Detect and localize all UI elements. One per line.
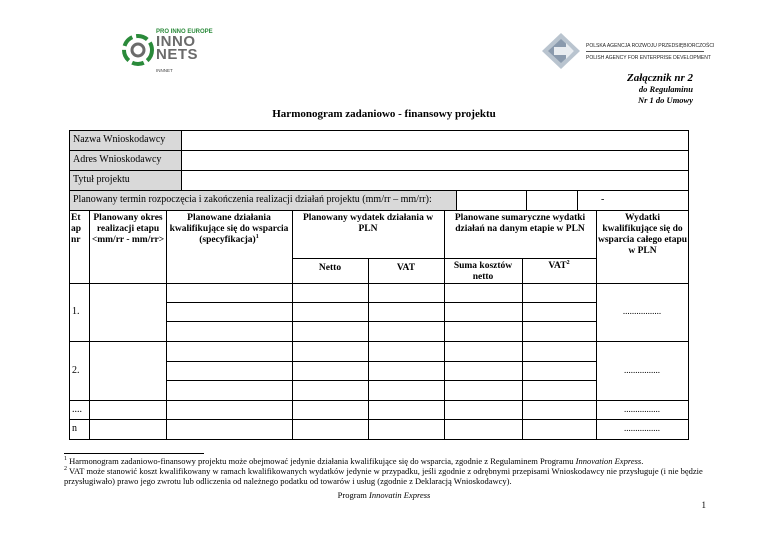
attachment-title: Załącznik nr 2	[626, 72, 693, 84]
header-expense: Planowany wydatek działania w PLN	[302, 213, 434, 234]
inno-nets-logo	[122, 30, 212, 76]
row-3-label: ....	[72, 404, 82, 415]
header-cost-sum: Suma kosztów netto	[453, 261, 513, 282]
header-period: Planowany okres realizacji etapu <mm/rr - mm/rr>	[91, 213, 165, 245]
parp-logo	[540, 31, 715, 71]
footnote-1: $^1$ Harmonogram zadaniowo-finansowy projektu może obejmować jedynie działania kwalifikujące się do wsparcia, zgodnie z Regulaminem Programu Innovation Express.	[64, 456, 644, 466]
row-2-eligible: ................	[624, 365, 660, 375]
logo-text-top: PRO INNO EUROPE	[156, 29, 213, 35]
attachment-label	[627, 72, 693, 106]
logo-text-main: INNO NETS	[156, 33, 199, 63]
schedule-table	[69, 130, 689, 440]
row-3-eligible: ................	[624, 404, 660, 414]
project-title-label: Tytuł projektu	[73, 174, 130, 185]
header-vat2: VAT$^2$	[548, 259, 570, 271]
project-term-label: Planowany termin rozpoczęcia i zakończenia realizacji działań projektu (mm/rr – mm/rr):	[73, 194, 432, 205]
row-4-eligible: ................	[624, 423, 660, 433]
agency-name-en: POLISH AGENCY FOR ENTERPRISE DEVELOPMENT	[586, 55, 711, 61]
attachment-line3: Nr 1 do Umowy	[637, 95, 693, 105]
footnote-2: $^2$ VAT może stanowić koszt kwalifikowany w ramach kwalifikowanych wydatków jedynie w przypadku, jeśli zgodnie z odrębnymi przepisami Wnioskodawcy nie przysługuje (i nie będzie przysługiwało) prawo jego zwrotu lub odliczenia od należnego podatku od towarów i usług (zgodnie z Deklaracją Wnioskodawcy).	[64, 466, 703, 486]
page-number: 1	[701, 500, 706, 510]
header-stage: Et ap nr	[71, 213, 82, 245]
logo-divider	[586, 51, 704, 52]
footnote-divider	[64, 453, 204, 454]
logo-text-bottom: INNNET	[156, 68, 173, 73]
header-net: Netto	[318, 263, 342, 273]
inno-nets-emblem-icon	[122, 34, 154, 66]
header-cumulative: Planowane sumaryczne wydatki działań na danym etapie w PLN	[454, 213, 586, 234]
header-actions: Planowane działania kwalifikujące się do wsparcia (specyfikacja)$^1$	[169, 213, 289, 245]
row-2-label: 2.	[72, 365, 80, 376]
term-dash: -	[601, 194, 605, 205]
header-vat: VAT	[396, 263, 416, 273]
applicant-name-label: Nazwa Wnioskodawcy	[73, 134, 166, 145]
attachment-line2: do Regulaminu	[638, 84, 693, 94]
row-1-label: 1.	[72, 306, 80, 317]
program-name: Program Innovatin Express	[337, 490, 431, 500]
applicant-address-label: Adres Wnioskodawcy	[73, 154, 162, 165]
row-1-eligible: .................	[622, 306, 662, 316]
parp-emblem-icon	[540, 31, 582, 71]
row-4-label: n	[72, 423, 77, 434]
header-eligible: Wydatki kwalifikujące się do wsparcia całego etapu w PLN	[598, 213, 688, 256]
document-title: Harmonogram zadaniowo - finansowy projektu	[272, 108, 496, 120]
agency-name-pl: POLSKA AGENCJA ROZWOJU PRZEDSIĘBIORCZOŚCI	[586, 43, 715, 49]
